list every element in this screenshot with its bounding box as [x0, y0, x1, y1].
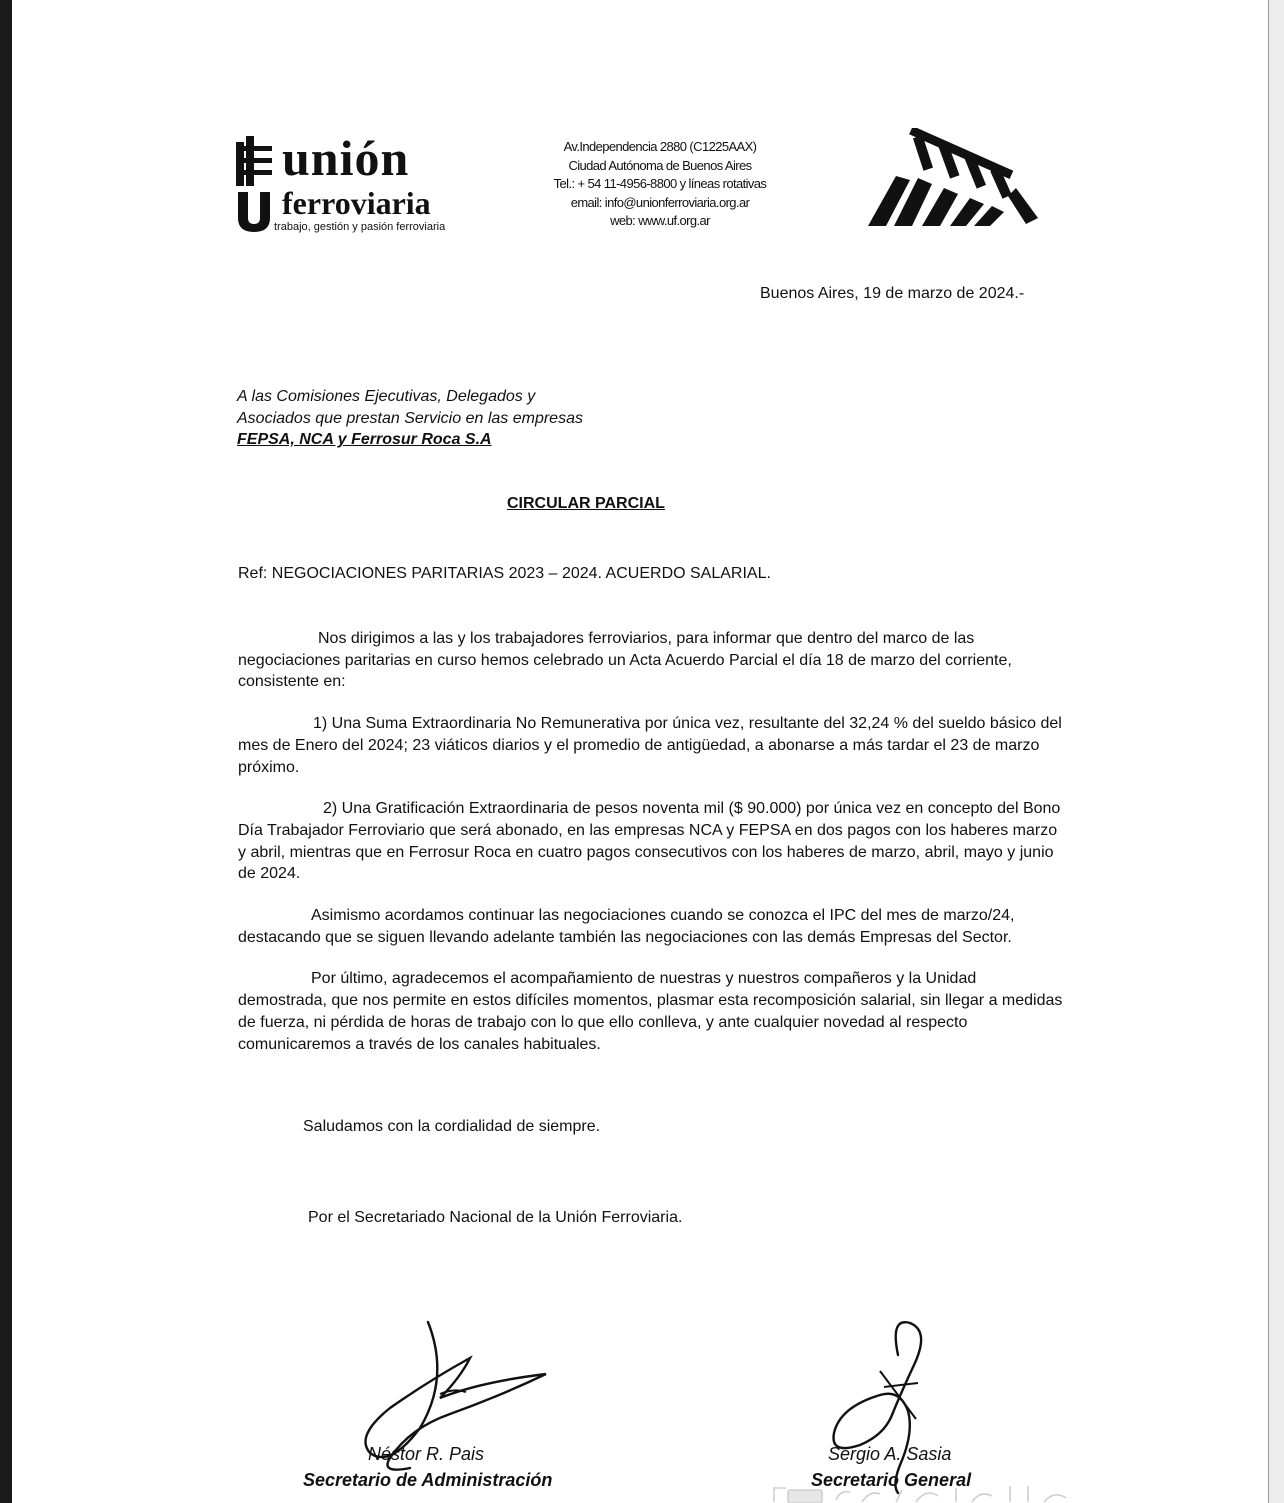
- signatory-name: Sergio A. Sasia: [828, 1444, 952, 1464]
- letterhead-address: [530, 138, 790, 231]
- logo-union-text: unión: [282, 130, 410, 186]
- address-line: Av.Independencia 2880 (C1225AAX): [563, 139, 757, 154]
- address-line: Ciudad Autónoma de Buenos Aires: [568, 157, 752, 173]
- scanner-watermark: [766, 1480, 1096, 1503]
- raised-hands-hammers-emblem: [866, 128, 1038, 228]
- reference-line: Ref: NEGOCIACIONES PARITARIAS 2023 – 2024. ACUERDO SALARIAL.: [238, 565, 771, 582]
- body-paragraph: Por último, agradecemos el acompañamiento de nuestras y nuestros compañeros y la Unidad demostrada, que nos permite en estos difíciles momentos, plasmar esta recomposición salarial, sin llegar a medidas de fuerza, ni pérdida de horas de trabajo con lo que ello conlleva, y ante cualquier novedad al respecto comunicaremos a través de los canales habituales.: [238, 970, 1063, 1053]
- logo-ferroviaria-text: ferroviaria: [282, 185, 431, 221]
- signatory-title: Secretario General: [811, 1470, 972, 1490]
- recipients-line: A las Comisiones Ejecutivas, Delegados y: [237, 388, 536, 405]
- letter-date: Buenos Aires, 19 de marzo de 2024.-: [760, 285, 1025, 302]
- phone-line: Tel.: + 54 11-4956-8800 y líneas rotativas: [553, 176, 767, 191]
- viewer-left-edge: [0, 0, 12, 1503]
- viewer-scrollbar[interactable]: [1268, 0, 1284, 1503]
- document-title: CIRCULAR PARCIAL: [507, 495, 665, 512]
- signatory-name: Néstor R. Pais: [368, 1444, 485, 1464]
- logo-rail-mark-icon: [236, 136, 272, 232]
- closing-line: Saludamos con la cordialidad de siempre.: [303, 1118, 601, 1135]
- agreement-item-2: 2) Una Gratificación Extraordinaria de pesos noventa mil ($ 90.000) por única vez en concepto del Bono Día Trabajador Ferroviario que será abonado, en las empresas NCA y FEPSA en dos pagos con los haberes marzo y abril, mientras que en Ferrosur Roca en cuatro pagos consecutivos con los haberes de marzo, abril, mayo y junio de 2024.: [238, 800, 1061, 883]
- web-line: web: www.uf.org.ar: [610, 213, 710, 228]
- union-ferroviaria-logo: [236, 130, 466, 240]
- signature-sasia: [820, 1315, 940, 1495]
- body-paragraph: Nos dirigimos a las y los trabajadores ferroviarios, para informar que dentro del marco de las negociaciones paritarias en curso hemos celebrado un Acta Acuerdo Parcial el día 18 de marzo del corriente, consistente en:: [238, 630, 1012, 691]
- body-paragraph: Asimismo acordamos continuar las negociaciones cuando se conozca el IPC del mes de marzo/24, destacando que se siguen llevando adelante también las negociaciones con las demás Empresas del Sector.: [238, 907, 1015, 946]
- recipients-companies: FEPSA, NCA y Ferrosur Roca S.A: [237, 431, 492, 448]
- logo-tagline: trabajo, gestión y pasión ferroviaria: [274, 221, 446, 233]
- email-line: email: info@unionferroviaria.org.ar: [570, 194, 750, 210]
- agreement-item-1: 1) Una Suma Extraordinaria No Remunerativa por única vez, resultante del 32,24 % del sueldo básico del mes de Enero del 2024; 23 viáticos diarios y el promedio de antigüedad, a abonarse a más tardar el 23 de marzo próximo.: [238, 715, 1062, 776]
- recipients-block: [237, 386, 583, 451]
- letter-body: [238, 628, 1068, 1075]
- signoff-line: Por el Secretariado Nacional de la Unión Ferroviaria.: [308, 1209, 683, 1226]
- recipients-line: Asociados que prestan Servicio en las empresas: [237, 409, 583, 427]
- signatory-title: Secretario de Administración: [303, 1470, 553, 1490]
